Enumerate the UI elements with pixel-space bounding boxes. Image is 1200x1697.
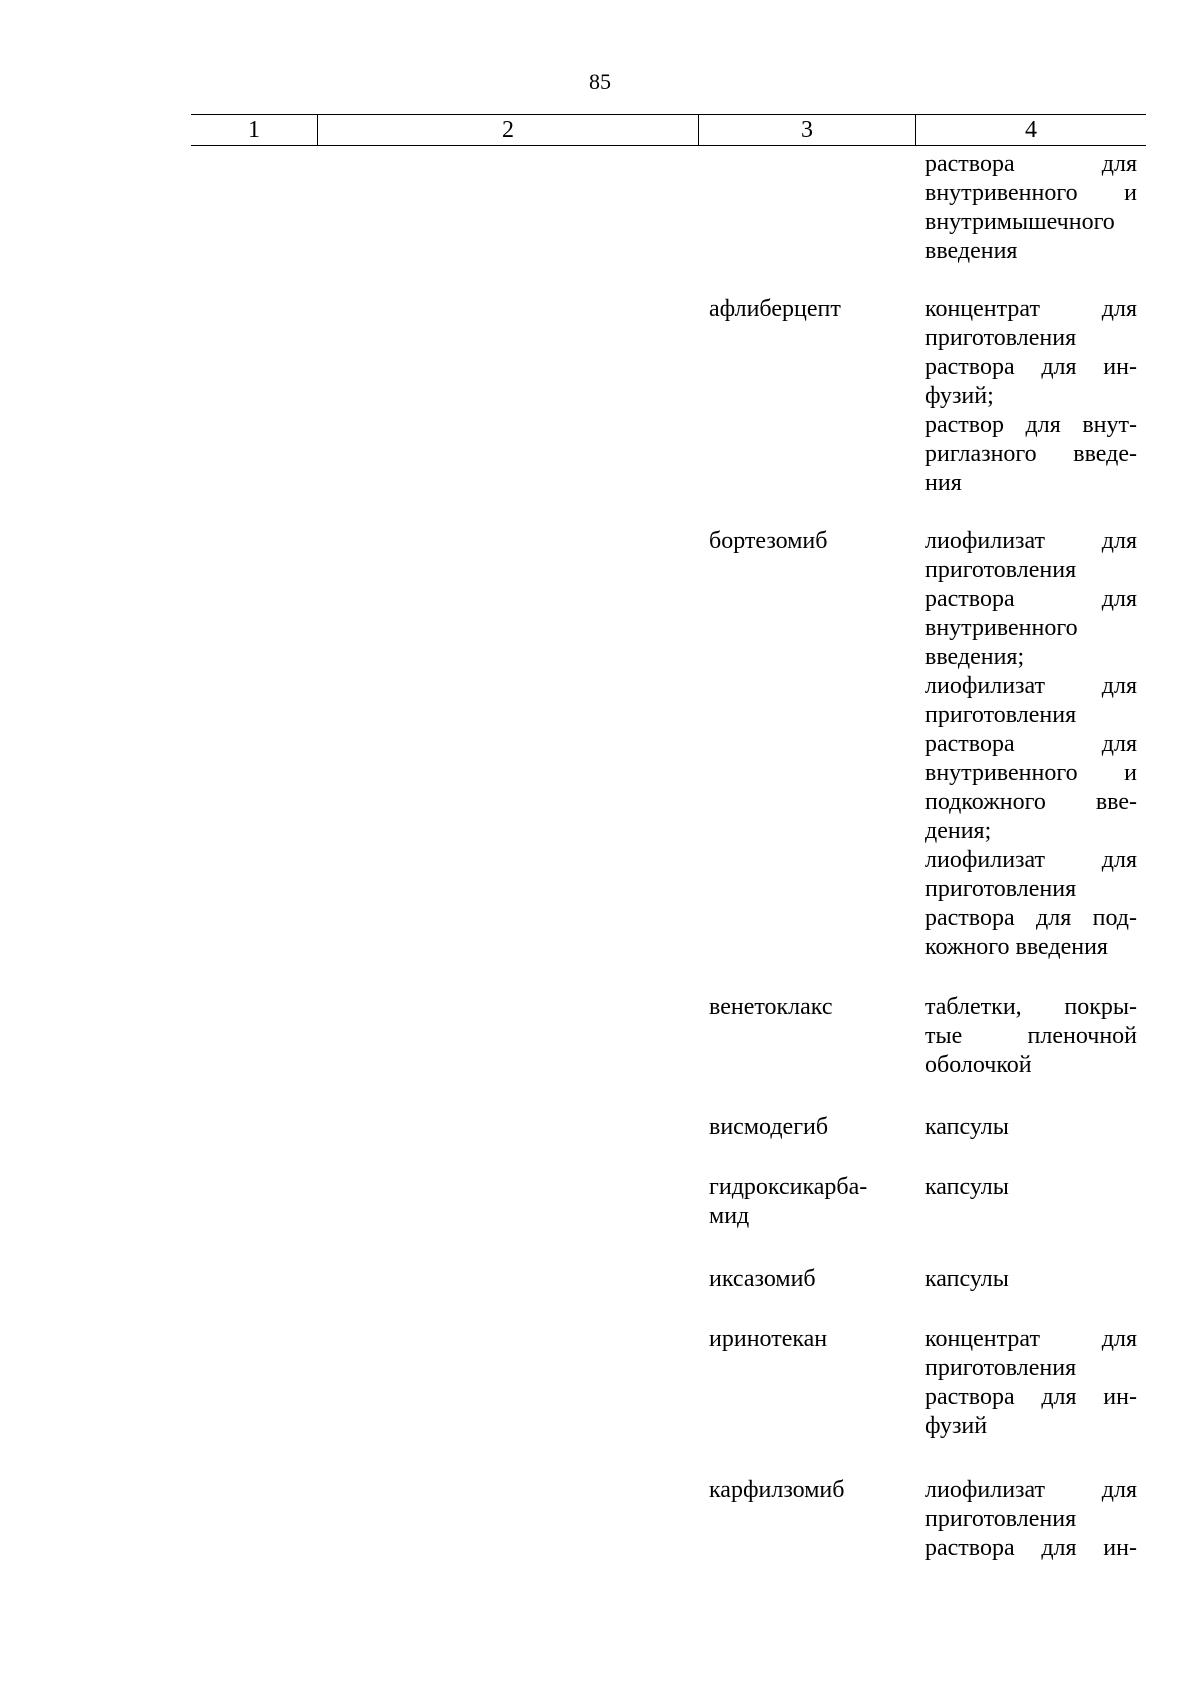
drug-name <box>709 1113 889 1142</box>
dosage-forms <box>925 295 1137 498</box>
dosage-form-line: тые пленочной <box>925 1023 1137 1049</box>
dosage-form-line: фузий; <box>925 383 994 409</box>
drug-name-line: иринотекан <box>709 1326 828 1352</box>
dosage-form-line: внутривенного и <box>925 760 1137 786</box>
dosage-form-line: раствора для <box>925 586 1137 612</box>
drug-name <box>709 295 889 324</box>
header-col-3: 3 <box>698 115 915 145</box>
dosage-form-line: внутримышечного <box>925 209 1115 235</box>
drug-name <box>709 1173 889 1231</box>
dosage-forms <box>925 1325 1137 1441</box>
dosage-form-line: ния <box>925 470 962 496</box>
dosage-forms <box>925 1265 1137 1294</box>
drug-name-line: гидроксикарба- <box>709 1174 868 1200</box>
drug-name-line: венетоклакс <box>709 994 833 1020</box>
dosage-form-line: кожного введения <box>925 934 1108 960</box>
page-number: 85 <box>589 69 611 94</box>
dosage-forms <box>925 1173 1137 1202</box>
dosage-form-line: лиофилизат для <box>925 673 1137 699</box>
dosage-form-line: капсулы <box>925 1114 1009 1140</box>
dosage-form-line: раствора для под- <box>925 905 1137 931</box>
dosage-forms <box>925 150 1137 266</box>
dosage-form-line: приготовления <box>925 325 1077 351</box>
dosage-form-line: подкожного вве- <box>925 789 1137 815</box>
dosage-form-line: введения <box>925 238 1018 264</box>
dosage-form-line: введения; <box>925 644 1025 670</box>
drug-name <box>709 527 889 556</box>
drug-name-line: иксазомиб <box>709 1266 816 1292</box>
drug-name-line: афлиберцепт <box>709 296 841 322</box>
drug-name-line: бортезомиб <box>709 528 828 554</box>
dosage-form-line: лиофилизат для <box>925 1477 1137 1503</box>
dosage-forms <box>925 993 1137 1080</box>
dosage-form-line: лиофилизат для <box>925 847 1137 873</box>
drug-name-line: карфилзомиб <box>709 1477 845 1503</box>
table-header-row <box>191 114 1146 146</box>
dosage-form-line: капсулы <box>925 1174 1009 1200</box>
dosage-form-line: приготовления <box>925 702 1077 728</box>
dosage-form-line: риглазного введе- <box>925 441 1137 467</box>
dosage-forms <box>925 1113 1137 1142</box>
dosage-form-line: лиофилизат для <box>925 528 1137 554</box>
dosage-form-line: раствора для ин- <box>925 1384 1137 1410</box>
dosage-form-line: концентрат для <box>925 296 1137 322</box>
header-col-2: 2 <box>317 115 698 145</box>
header-col-1: 1 <box>248 117 260 143</box>
header-col-4: 4 <box>915 115 1146 145</box>
drug-name-line: мид <box>709 1203 750 1229</box>
drug-name <box>709 993 889 1022</box>
dosage-form-line: таблетки, покры- <box>925 994 1137 1020</box>
dosage-form-line: оболочкой <box>925 1052 1032 1078</box>
dosage-form-line: раствора для <box>925 731 1137 757</box>
dosage-form-line: раствор для внут- <box>925 412 1137 438</box>
dosage-form-line: раствора для <box>925 151 1137 177</box>
dosage-form-line: внутривенного и <box>925 180 1137 206</box>
drug-name-line: висмодегиб <box>709 1114 829 1140</box>
dosage-form-line: раствора для ин- <box>925 354 1137 380</box>
dosage-form-line: внутривенного <box>925 615 1078 641</box>
dosage-forms <box>925 527 1137 962</box>
drug-name <box>709 1325 889 1354</box>
dosage-form-line: дения; <box>925 818 992 844</box>
dosage-form-line: капсулы <box>925 1266 1009 1292</box>
dosage-form-line: приготовления <box>925 876 1077 902</box>
dosage-forms <box>925 1476 1137 1563</box>
dosage-form-line: приготовления <box>925 557 1077 583</box>
dosage-form-line: концентрат для <box>925 1326 1137 1352</box>
dosage-form-line: приготовления <box>925 1506 1077 1532</box>
drug-name <box>709 1476 889 1505</box>
dosage-form-line: фузий <box>925 1413 988 1439</box>
drug-name <box>709 1265 889 1294</box>
dosage-form-line: приготовления <box>925 1355 1077 1381</box>
dosage-form-line: раствора для ин- <box>925 1535 1137 1561</box>
